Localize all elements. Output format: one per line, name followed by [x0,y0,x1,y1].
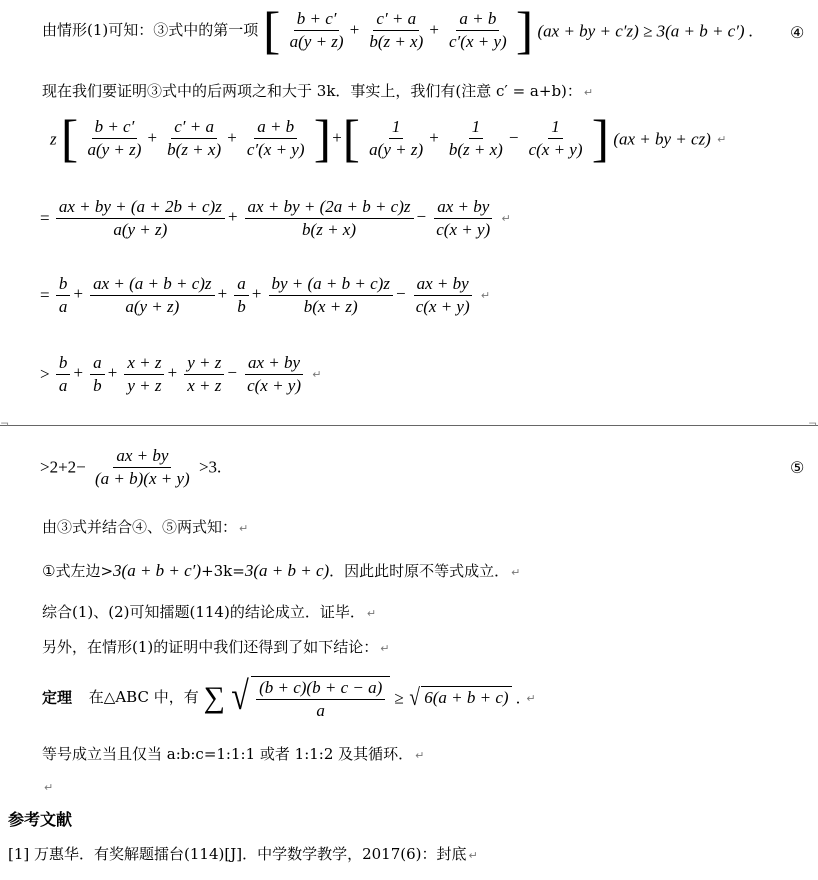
line-7: >2+2− $\frac{ax + by}{(a + b)(x + y)}$ >3. [40,446,222,488]
line-9: ①式左边>3(a + b + c′)+3k=3(a + b + c)．因此此时原不等式成立． ↵ [42,561,521,580]
equation-number-5: ⑤ [790,458,805,477]
equation-number-4: ④ [790,23,805,42]
fraction: $\frac{b + c'}{a(y + z)}$ [289,9,344,52]
theorem-line: 定理 在△ABC 中，有 ∑ √ $\frac{(b + c)(b + c - a)}{a}$ ≥ √ 6(a + b + c) . ↵ [42,673,536,720]
line-4: = $\frac{ax + by + (a + 2b + c)z}{a(y + z)}$ + $\frac{ax + by + (2a + b + c)z}{b(z + x)}$ − $\frac{ax + by}{c(x + y)}$ ↵ [40,197,511,239]
theorem-label: 定理 [42,688,73,707]
line-13: 等号成立当且仅当 a:b:c=1:1:1 或者 1:1:2 及其循环． ↵ [42,745,425,763]
page-break-marker-left: ¬ [0,417,10,430]
references-heading: 参考文献 [8,810,73,829]
line-5: = $\frac{b}{a}$ + $\frac{ax + (a + b + c)z}{a(y + z)}$ + $\frac{a}{b}$ + $\frac{by + (a + b + c)z}{b(x + z)}$ − $\frac{ax + by}{c(x + y)}$ ↵ [40,274,491,316]
page-break-line [0,425,818,426]
page-break-marker-right: ¬ [808,417,818,430]
line-6: > $\frac{b}{a}$ + $\frac{a}{b}$ + $\frac{x + z}{y + z}$ + $\frac{y + z}{x + z}$ − $\frac{ax + by}{c(x + y)}$ ↵ [40,353,322,395]
line-1: 由情形(1)可知：③式中的第一项 [ $\frac{b + c'}{a(y + z)}$ + $\frac{c' + a}{b(z + x)}$ + $\frac{a + b}{c'(x + y)}$ ] (ax + by + c′z) ≥ 3(a + b + c′) . [42,2,754,59]
line1-tail: (ax + by + c′z) ≥ 3(a + b + c′) . [537,21,754,41]
reference-item-1: [1] 万惠华．有奖解题擂台(114)[J]．中学数学教学，2017(6)：封底 ↵ [8,845,478,863]
line-8: 由③式并结合④、⑤两式知： ↵ [42,518,249,536]
fraction: $\frac{a + b}{c'(x + y)}$ [449,9,507,52]
line1-prefix: 由情形(1)可知：③式中的第一项 [42,21,259,40]
empty-paragraph-mark: ↵ [44,781,54,794]
line-11: 另外，在情形(1)的证明中我们还得到了如下结论： ↵ [42,638,390,656]
line-3: z [ $\frac{b + c'}{a(y + z)}$ + $\frac{c' + a}{b(z + x)}$ + $\frac{a + b}{c'(x + y)}$ ]+[ $\frac{1}{a(y + z)}$ + $\frac{1}{b(z + x)}$ − $\frac{1}{c(x + y)}$ ] (ax + by + cz) ↵ [50,110,727,167]
line-10: 综合(1)、(2)可知擂题(114)的结论成立．证毕． ↵ [42,603,377,621]
line-2: 现在我们要证明③式中的后两项之和大于 3k．事实上，我们有(注意 c′ = a+b)： ↵ [42,82,594,100]
fraction: $\frac{c' + a}{b(z + x)}$ [369,9,424,52]
